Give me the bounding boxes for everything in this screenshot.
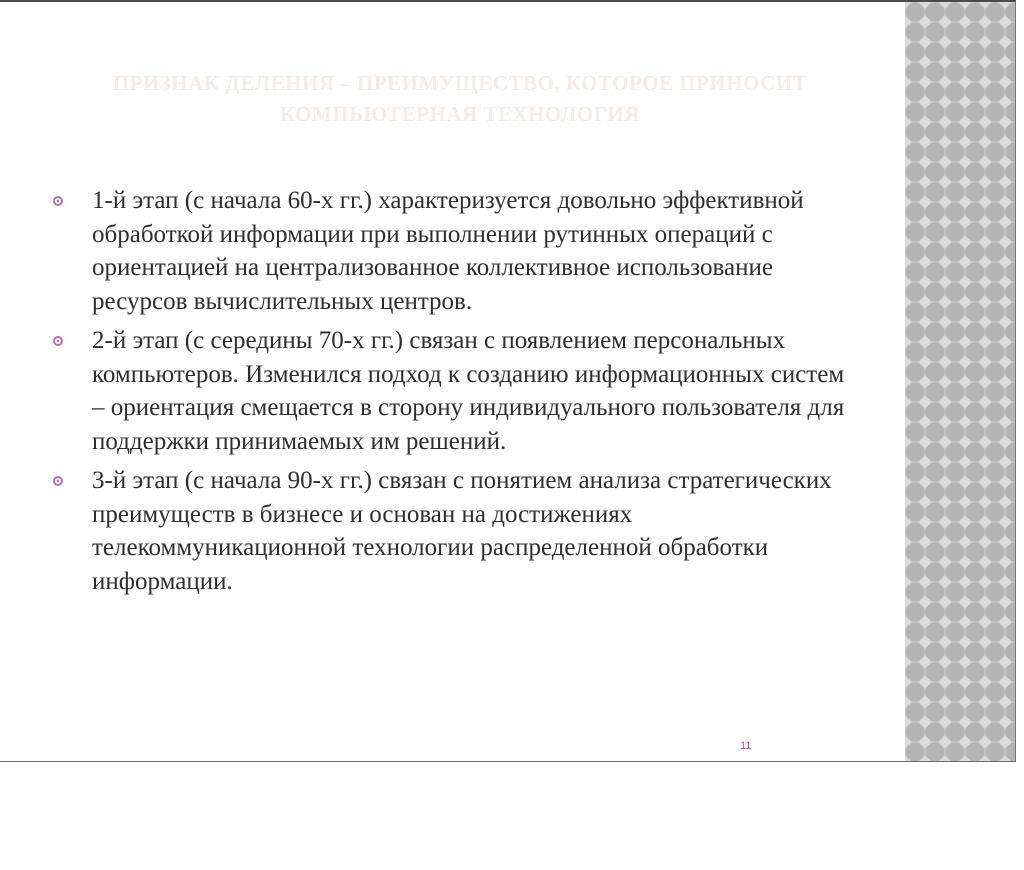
bullet-icon xyxy=(53,476,63,486)
list-item xyxy=(50,184,850,318)
list-item-text: 1-й этап (с начала 60-х гг.) характеризуется довольно эффективной обработкой информации при выполнении рутинных операций с ориентацией на централизованное коллективное использование ресурсов вычислительных центров. xyxy=(92,187,804,315)
slide-title: ПРИЗНАК ДЕЛЕНИЯ – ПРЕИМУЩЕСТВО, КОТОРОЕ ПРИНОСИТ КОМПЬЮТЕРНАЯ ТЕХНОЛОГИЯ xyxy=(112,71,808,126)
decorative-side-pattern xyxy=(905,2,1015,761)
list-item-text: 2-й этап (с середины 70-х гг.) связан с появлением персональных компьютеров. Изменился подход к созданию информационных систем – ориентация смещается в сторону индивидуального пользователя для поддержки принимаемых им решений. xyxy=(92,327,845,455)
bullet-list xyxy=(50,184,850,604)
list-item-text: 3-й этап (с начала 90-х гг.) связан с понятием анализа стратегических преимуществ в бизнесе и основан на достижениях телекоммуникационной технологии распределенной обработки информации. xyxy=(92,467,832,595)
bullet-icon xyxy=(53,336,63,346)
page-number: 11 xyxy=(740,740,752,752)
bullet-icon xyxy=(53,196,63,206)
list-item xyxy=(50,324,850,458)
list-item xyxy=(50,464,850,598)
